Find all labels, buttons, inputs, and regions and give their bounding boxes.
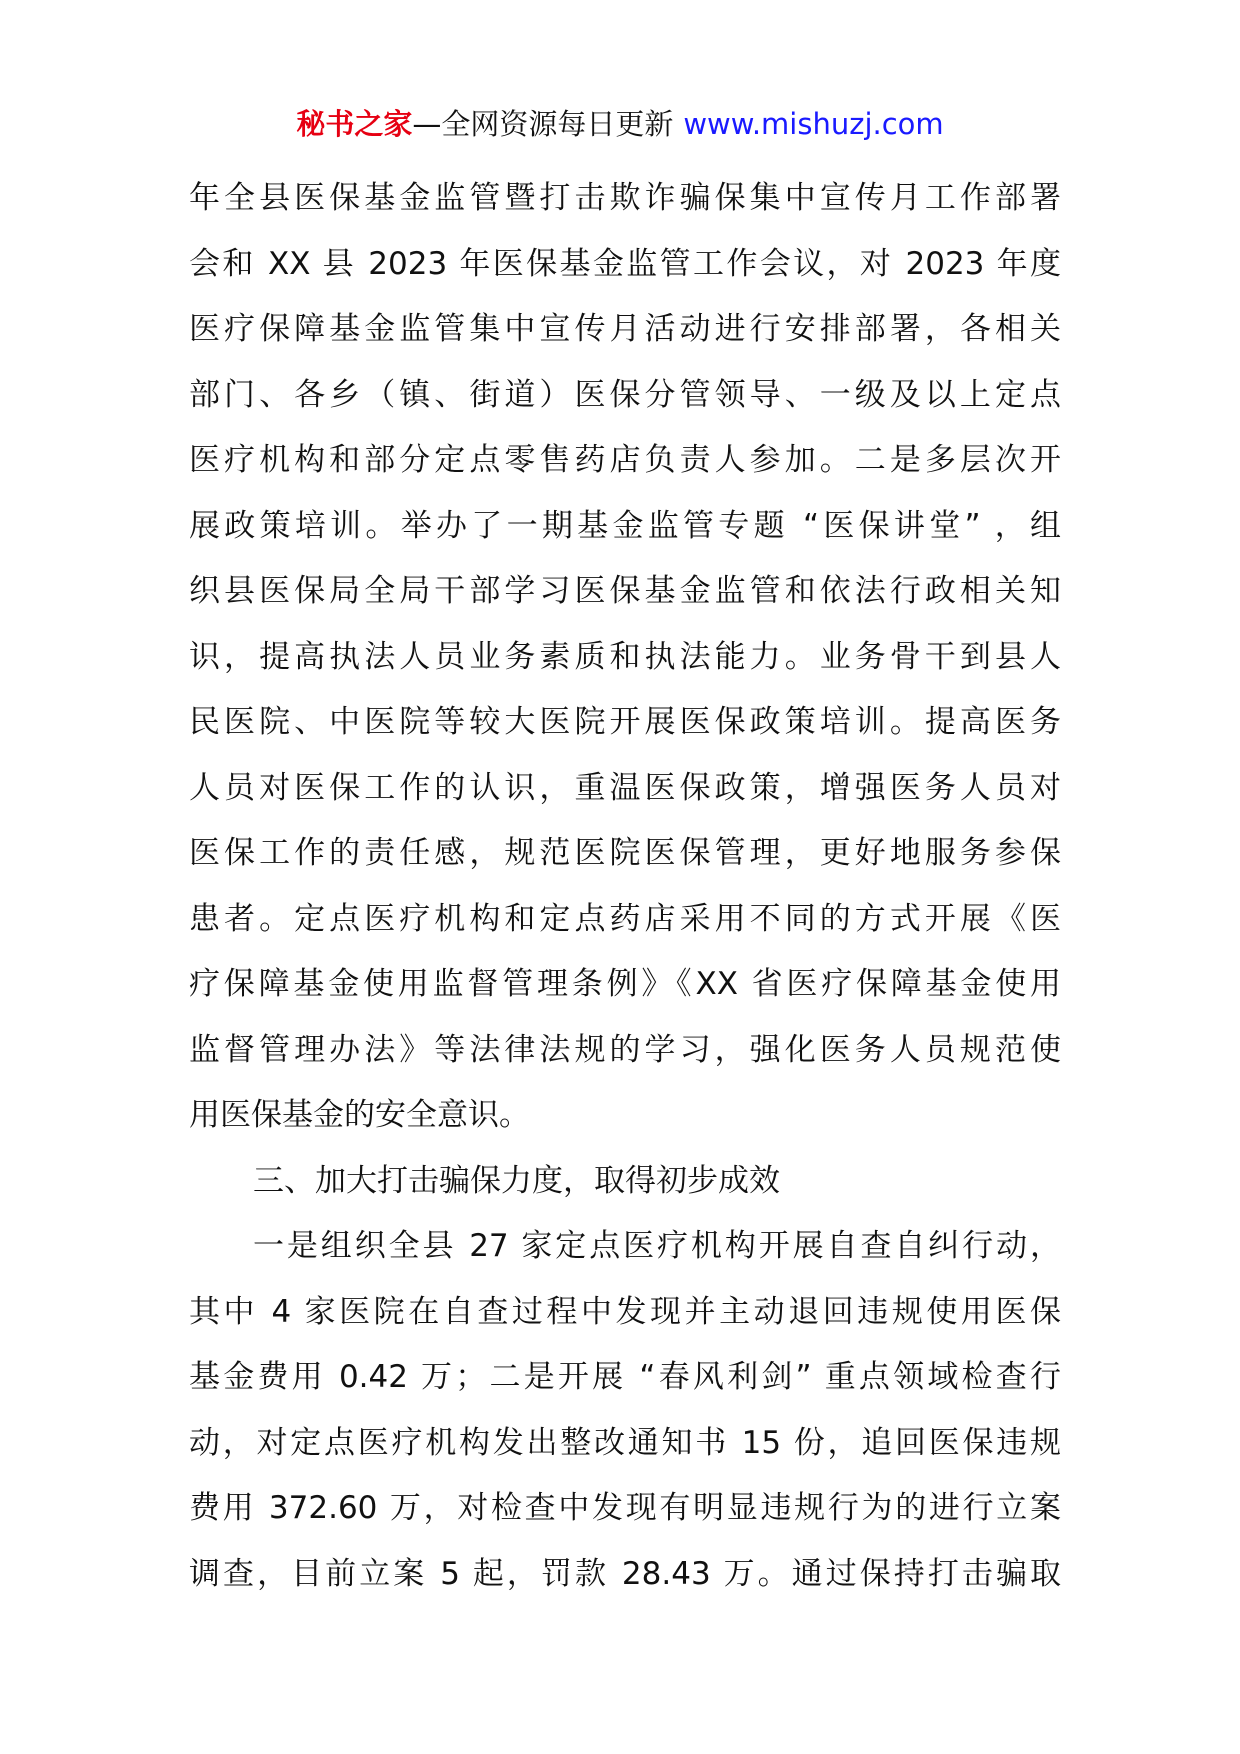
paragraph-line: 其中 4 家医院在自查过程中发现并主动退回违规使用医保 [189, 1293, 1061, 1330]
paragraph-line: 用医保基金的安全意识。 [189, 1097, 530, 1133]
section-heading: 三、加大打击骗保力度，取得初步成效 [253, 1162, 780, 1199]
paragraph-line: 展政策培训。举办了一期基金监管专题 “医保讲堂” ，组 [189, 507, 1061, 544]
paragraph-line: 医疗保障基金监管集中宣传月活动进行安排部署，各相关 [189, 311, 1061, 347]
paragraph-line: 动，对定点医疗机构发出整改通知书 15 份，追回医保违规 [189, 1424, 1061, 1461]
paragraph-line: 识，提高执法人员业务素质和执法能力。业务骨干到县人 [189, 638, 1061, 675]
paragraph-line: 年全县医保基金监管暨打击欺诈骗保集中宣传月工作部署 [189, 180, 1061, 216]
paragraph-line: 民医院、中医院等较大医院开展医保政策培训。提高医务 [189, 704, 1061, 740]
paragraph-line: 织县医保局全局干部学习医保基金监管和依法行政相关知 [189, 573, 1061, 609]
site-header [0, 104, 1240, 144]
paragraph-line: 监督管理办法》等法律法规的学习，强化医务人员规范使 [189, 1031, 1061, 1068]
paragraph-line: 医保工作的责任感，规范医院医保管理，更好地服务参保 [189, 835, 1061, 871]
paragraph-line: 基金费用 0.42 万；二是开展 “春风利剑” 重点领域检查行 [189, 1359, 1061, 1395]
site-url-link[interactable]: www.mishuzj.com [683, 107, 944, 141]
paragraph-line: 疗保障基金使用监督管理条例》《XX 省医疗保障基金使用 [189, 966, 1061, 1002]
paragraph-line: 费用 372.60 万，对检查中发现有明显违规行为的进行立案 [189, 1490, 1061, 1526]
site-tagline: —全网资源每日更新 [412, 107, 674, 141]
paragraph-line: 调查，目前立案 5 起，罚款 28.43 万。通过保持打击骗取 [189, 1555, 1061, 1592]
paragraph-line: 部门、各乡（镇、街道）医保分管领导、一级及以上定点 [189, 376, 1061, 413]
paragraph-line: 患者。定点医疗机构和定点药店采用不同的方式开展《医 [189, 900, 1061, 937]
document-body [189, 166, 1061, 1607]
paragraph-line: 医疗机构和部分定点零售药店负责人参加。二是多层次开 [189, 442, 1061, 478]
paragraph-line: 人员对医保工作的认识，重温医保政策，增强医务人员对 [189, 769, 1061, 806]
brand-name: 秘书之家 [296, 107, 413, 141]
paragraph-line: 一是组织全县 27 家定点医疗机构开展自查自纠行动， [253, 1228, 1061, 1264]
paragraph-line: 会和 XX 县 2023 年医保基金监管工作会议，对 2023 年度 [189, 245, 1061, 282]
